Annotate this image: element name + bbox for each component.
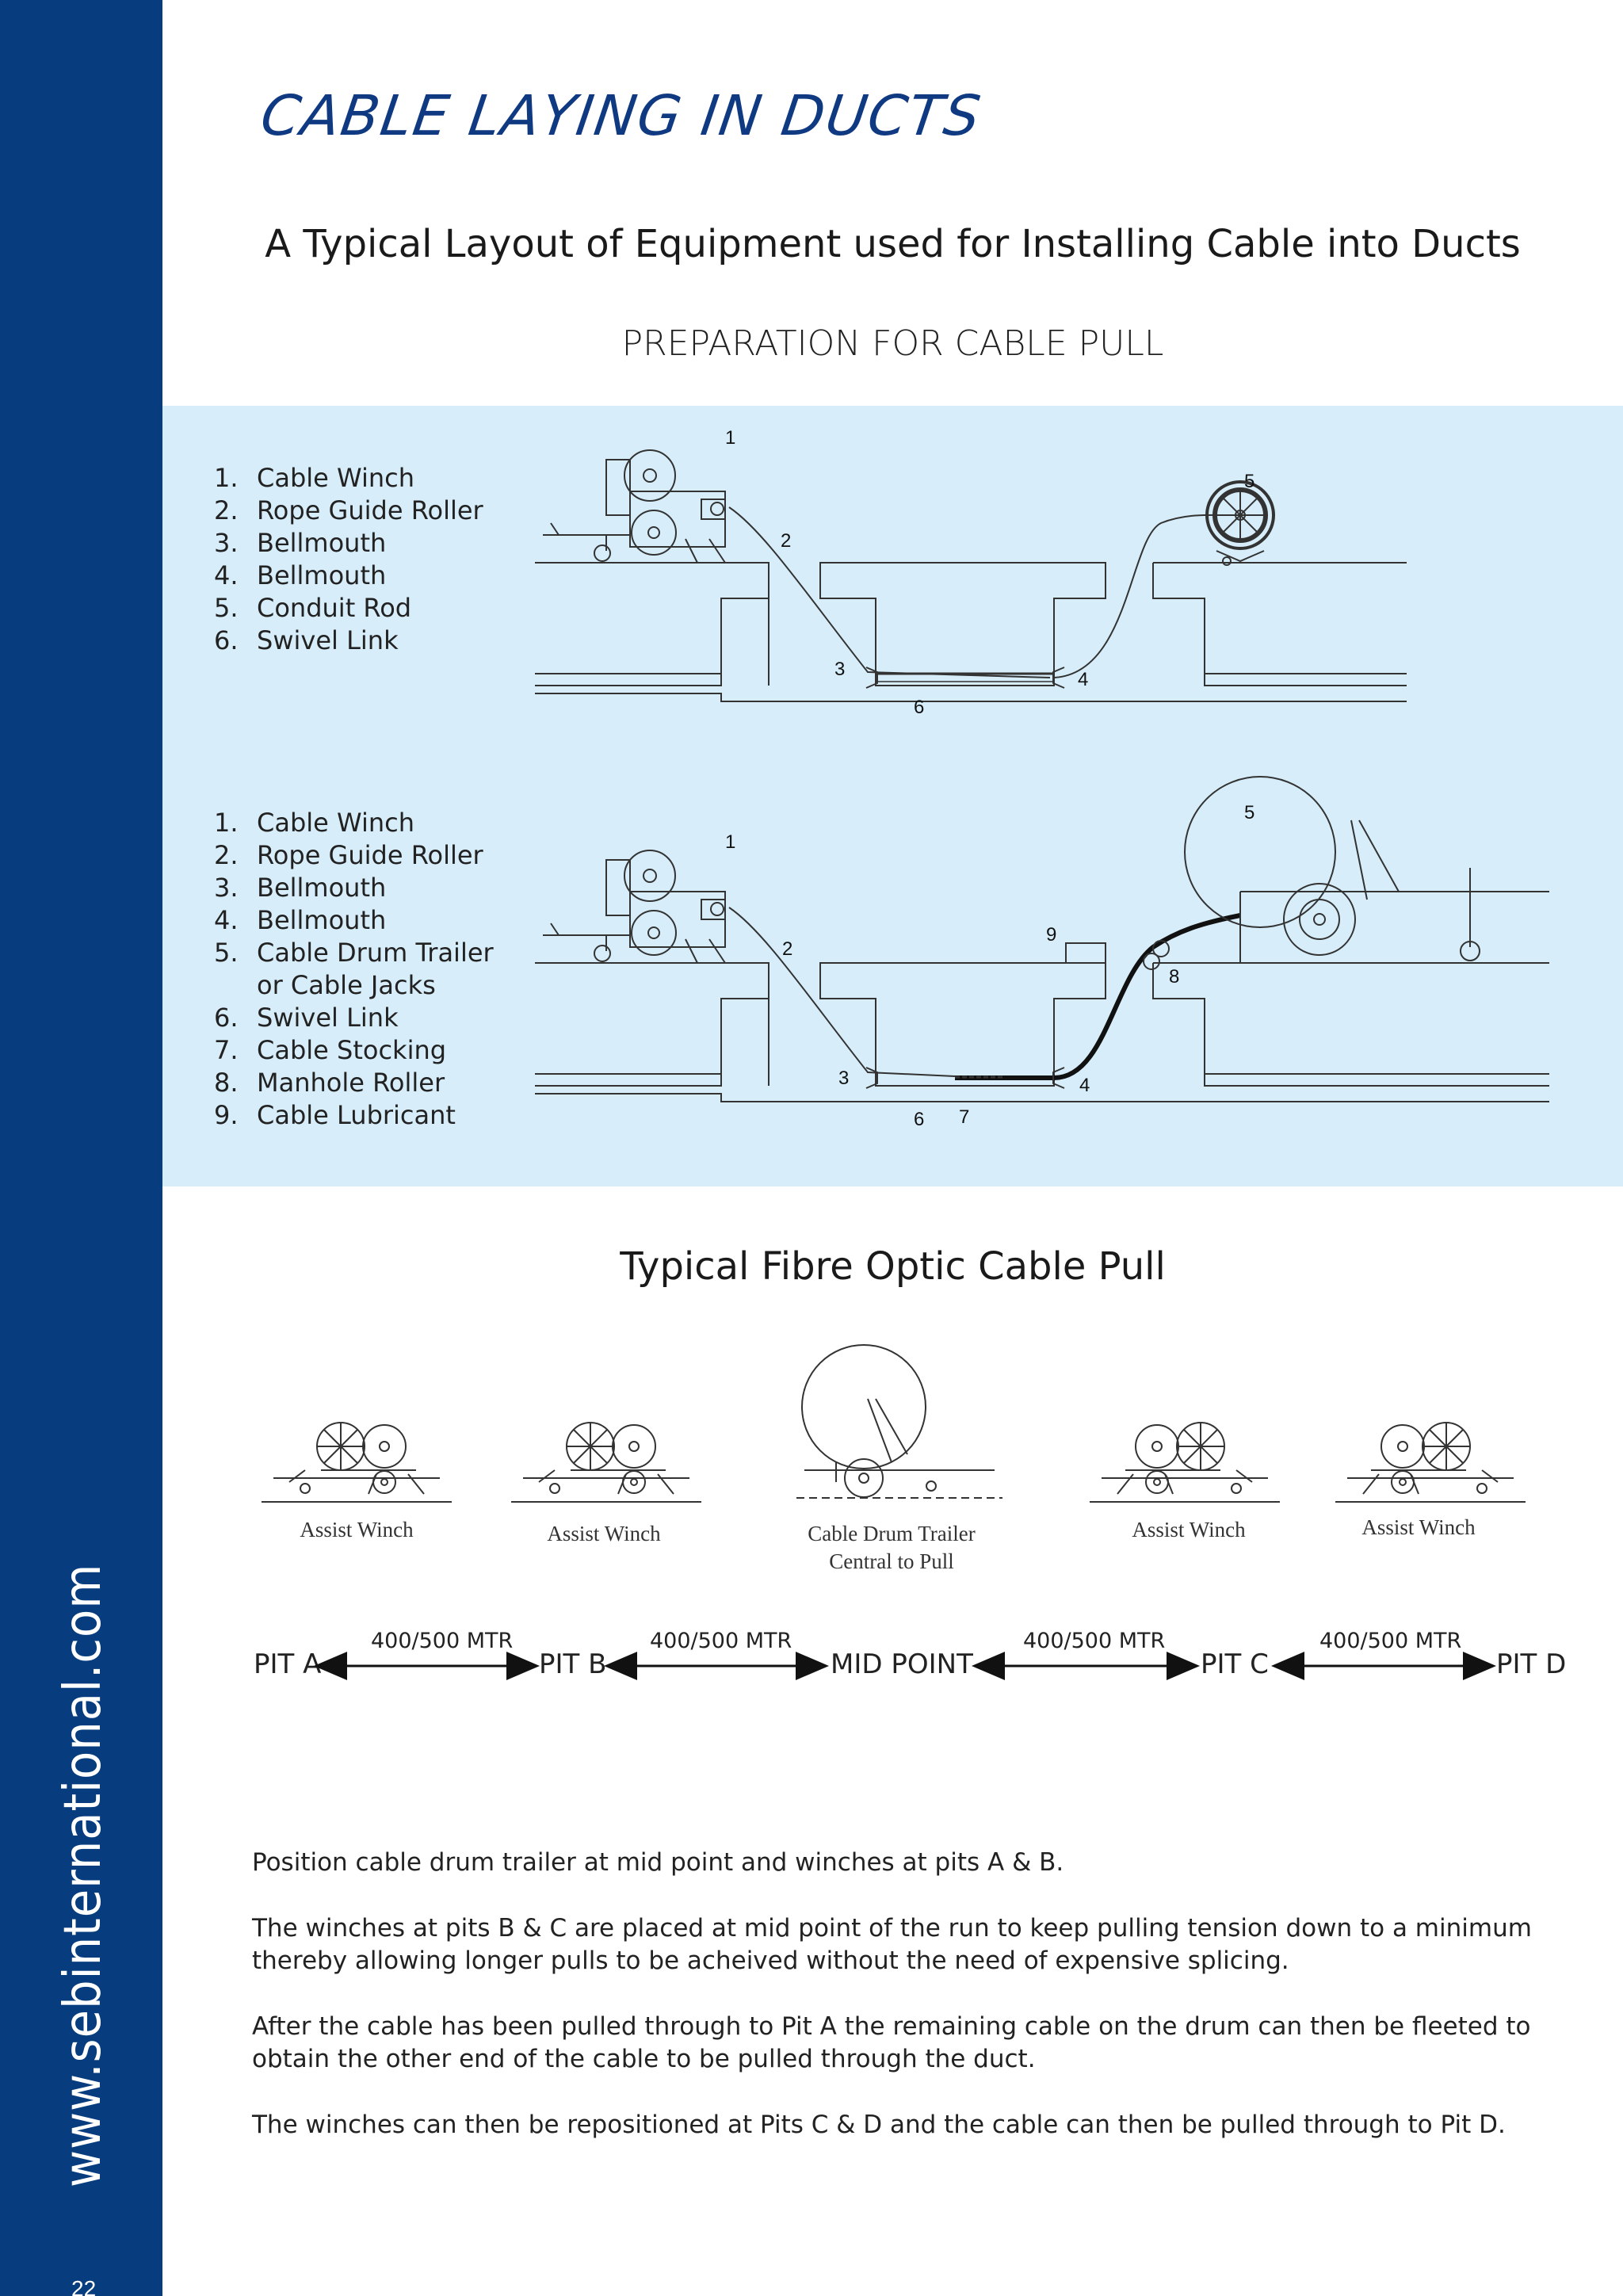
callout-5: 5 [1244, 471, 1255, 492]
pit-a-label: PIT A [254, 1648, 322, 1680]
equipment-label: Cable Drum Trailer [808, 1522, 976, 1545]
pit-d-label: PIT D [1496, 1648, 1567, 1680]
legend-item: 7. Cable Stocking [214, 1035, 447, 1065]
callout-7: 7 [959, 1106, 970, 1128]
callout-6: 6 [914, 697, 925, 718]
assist-winch-illustration [258, 1403, 456, 1506]
distance-label: 400/500 MTR [371, 1629, 514, 1653]
distance-label: 400/500 MTR [650, 1629, 792, 1653]
legend-item: 5. Cable Drum Trailer [214, 938, 494, 968]
legend-item: 3. Bellmouth [214, 528, 387, 558]
legend-item: 4. Bellmouth [214, 905, 387, 935]
paragraph: The winches at pits B & C are placed at mid point of the run to keep pulling tension down to a minimum thereby allowing longer pulls to be acheived without the need of expensive splicing. [252, 1914, 1532, 1975]
legend-preparation [214, 462, 483, 657]
callout-2: 2 [782, 938, 793, 960]
legend-item: 1. Cable Winch [214, 808, 414, 838]
section-title: PREPARATION FOR CABLE PULL [621, 323, 1164, 364]
legend-item: 6. Swivel Link [214, 625, 399, 655]
callout-4: 4 [1079, 1075, 1090, 1096]
callout-9: 9 [1046, 924, 1057, 946]
paragraph: After the cable has been pulled through to Pit A the remaining cable on the drum can then be fleeted to obtain the other end of the cable to be pulled through the duct. [252, 2012, 1531, 2073]
page-number: 22 [71, 2276, 97, 2296]
legend-item: 9. Cable Lubricant [214, 1100, 456, 1130]
assist-winch-illustration [507, 1403, 705, 1506]
distance-label: 400/500 MTR [1023, 1629, 1166, 1653]
mid-point-label: MID POINT [831, 1648, 973, 1680]
distance-arrows [0, 1633, 1623, 1680]
legend-item: 2. Rope Guide Roller [214, 495, 483, 525]
equipment-label: Assist Winch [1361, 1515, 1476, 1539]
legend-cable-pull [214, 807, 494, 1132]
legend-item-cont: or Cable Jacks [257, 970, 436, 1000]
website-url[interactable]: www.sebinternational.com [54, 1563, 113, 2187]
callout-1: 1 [725, 831, 736, 853]
preparation-diagram [527, 420, 1423, 721]
callout-8: 8 [1169, 966, 1180, 988]
page-title: CABLE LAYING IN DUCTS [257, 83, 986, 148]
callout-5: 5 [1244, 802, 1255, 823]
legend-item: 3. Bellmouth [214, 873, 387, 903]
assist-winch-illustration [1331, 1403, 1529, 1506]
callout-1: 1 [725, 427, 736, 449]
callout-3: 3 [834, 659, 846, 680]
legend-item: 5. Conduit Rod [214, 593, 412, 623]
callout-6: 6 [914, 1109, 925, 1130]
equipment-label: Assist Winch [1132, 1518, 1246, 1541]
callout-3: 3 [838, 1068, 850, 1089]
callout-4: 4 [1078, 669, 1089, 690]
assist-winch-illustration [1086, 1403, 1284, 1506]
page-subtitle: A Typical Layout of Equipment used for Installing Cable into Ducts [265, 222, 1521, 266]
equipment-label: Assist Winch [547, 1522, 661, 1545]
body-text [252, 1847, 1552, 2175]
fibre-optic-title: Typical Fibre Optic Cable Pull [620, 1244, 1166, 1289]
legend-item: 1. Cable Winch [214, 463, 414, 493]
distance-label: 400/500 MTR [1319, 1629, 1462, 1653]
callout-2: 2 [781, 530, 792, 552]
legend-item: 4. Bellmouth [214, 560, 387, 590]
cable-drum-trailer-illustration [789, 1343, 1010, 1502]
legend-item: 6. Swivel Link [214, 1003, 399, 1033]
equipment-label-line2: Central to Pull [829, 1549, 954, 1573]
legend-item: 2. Rope Guide Roller [214, 840, 483, 870]
pit-c-label: PIT C [1201, 1648, 1269, 1680]
legend-item: 8. Manhole Roller [214, 1068, 445, 1098]
cable-pull-diagram [527, 773, 1573, 1145]
equipment-label: Assist Winch [300, 1518, 414, 1541]
paragraph: Position cable drum trailer at mid point and winches at pits A & B. [252, 1848, 1064, 1877]
paragraph: The winches can then be repositioned at Pits C & D and the cable can then be pulled through to Pit D. [252, 2111, 1506, 2139]
pit-b-label: PIT B [539, 1648, 607, 1680]
